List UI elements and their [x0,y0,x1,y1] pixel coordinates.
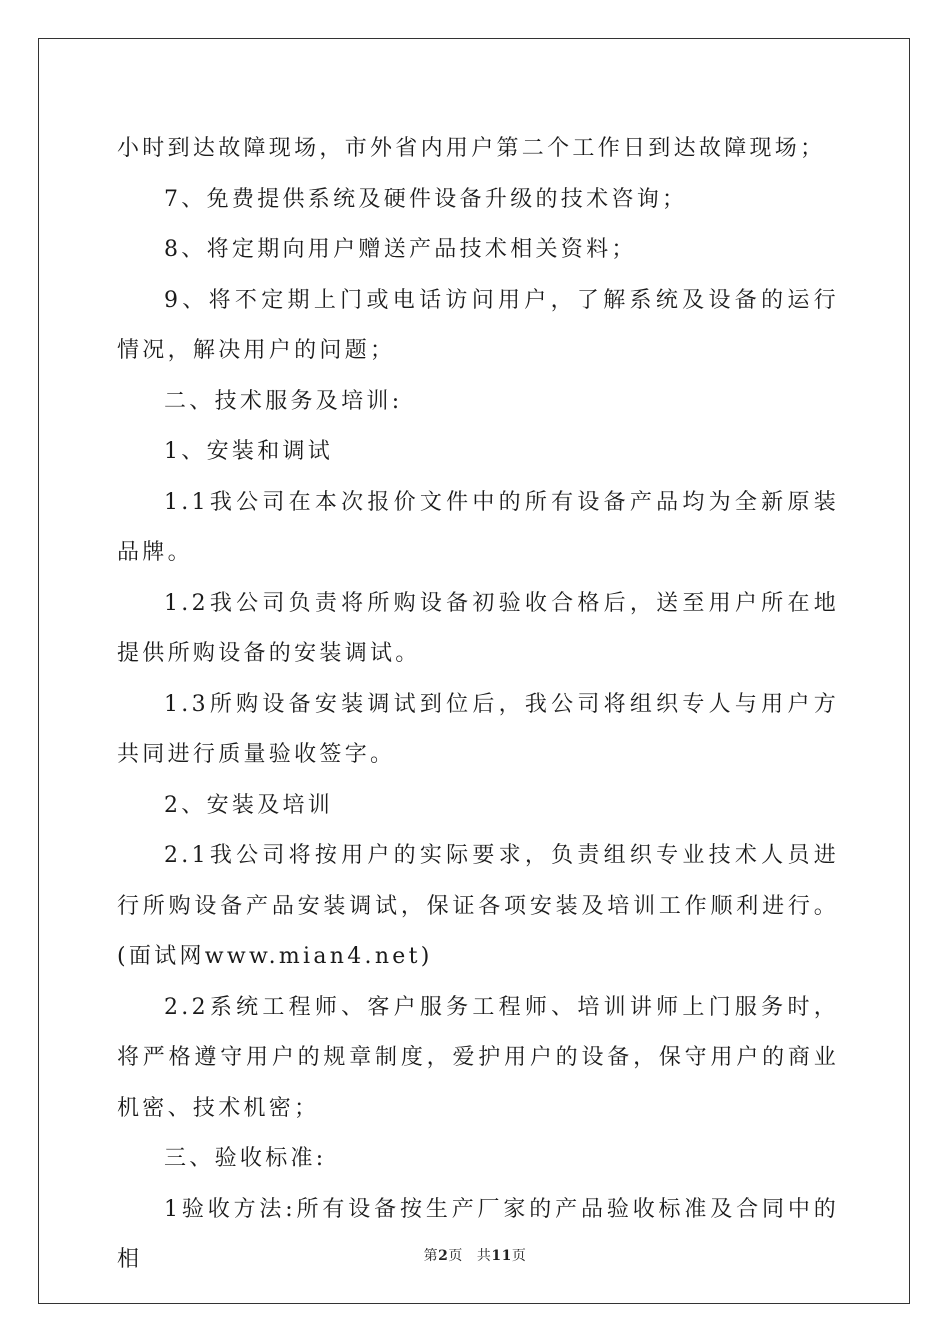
document-body [117,124,839,1286]
page-label-prefix: 第 [423,1248,439,1264]
paragraph: 8、将定期向用户赠送产品技术相关资料； [164,237,637,262]
section-heading: 三、验收标准: [164,1146,327,1171]
paragraph: 1验收方法:所有设备按生产厂家的产品验收标准及合同中的相 [117,1196,839,1272]
paragraph: 9、将不定期上门或电话访问用户，了解系统及设备的运行情况，解决用户的问题； [117,287,839,363]
paragraph: 1.3所购设备安装调试到位后，我公司将组织专人与用户方共同进行质量验收签字。 [117,691,839,767]
paragraph: 小时到达故障现场，市外省内用户第二个工作日到达故障现场； [117,136,826,161]
subsection-heading: 1、安装和调试 [164,439,334,464]
paragraph: 7、免费提供系统及硬件设备升级的技术咨询； [164,186,688,212]
paragraph: 1.2我公司负责将所购设备初验收合格后，送至用户所在地提供所购设备的安装调试。 [117,590,839,666]
paragraph: 2.2系统工程师、客户服务工程师、培训讲师上门服务时，将严格遵守用户的规章制度，爱护用户的设备，保守用户的商业机密、技术机密； [117,994,839,1121]
paragraph: 2.1我公司将按用户的实际要求，负责组织专业技术人员进行所购设备产品安装调试，保证各项安装及培训工作顺利进行。(面试网www.mian4.net) [117,843,839,969]
subsection-heading: 2、安装及培训 [164,792,334,818]
page-label-suffix: 页 [448,1248,463,1264]
page-footer [0,1245,950,1265]
total-pages: 11 [491,1248,512,1264]
section-heading: 二、技术服务及培训: [164,388,403,414]
paragraph: 1.1我公司在本次报价文件中的所有设备产品均为全新原装品牌。 [117,489,839,565]
page-number: 2 [438,1248,449,1264]
total-label-prefix: 共 [476,1248,492,1264]
total-label-suffix: 页 [511,1248,527,1264]
